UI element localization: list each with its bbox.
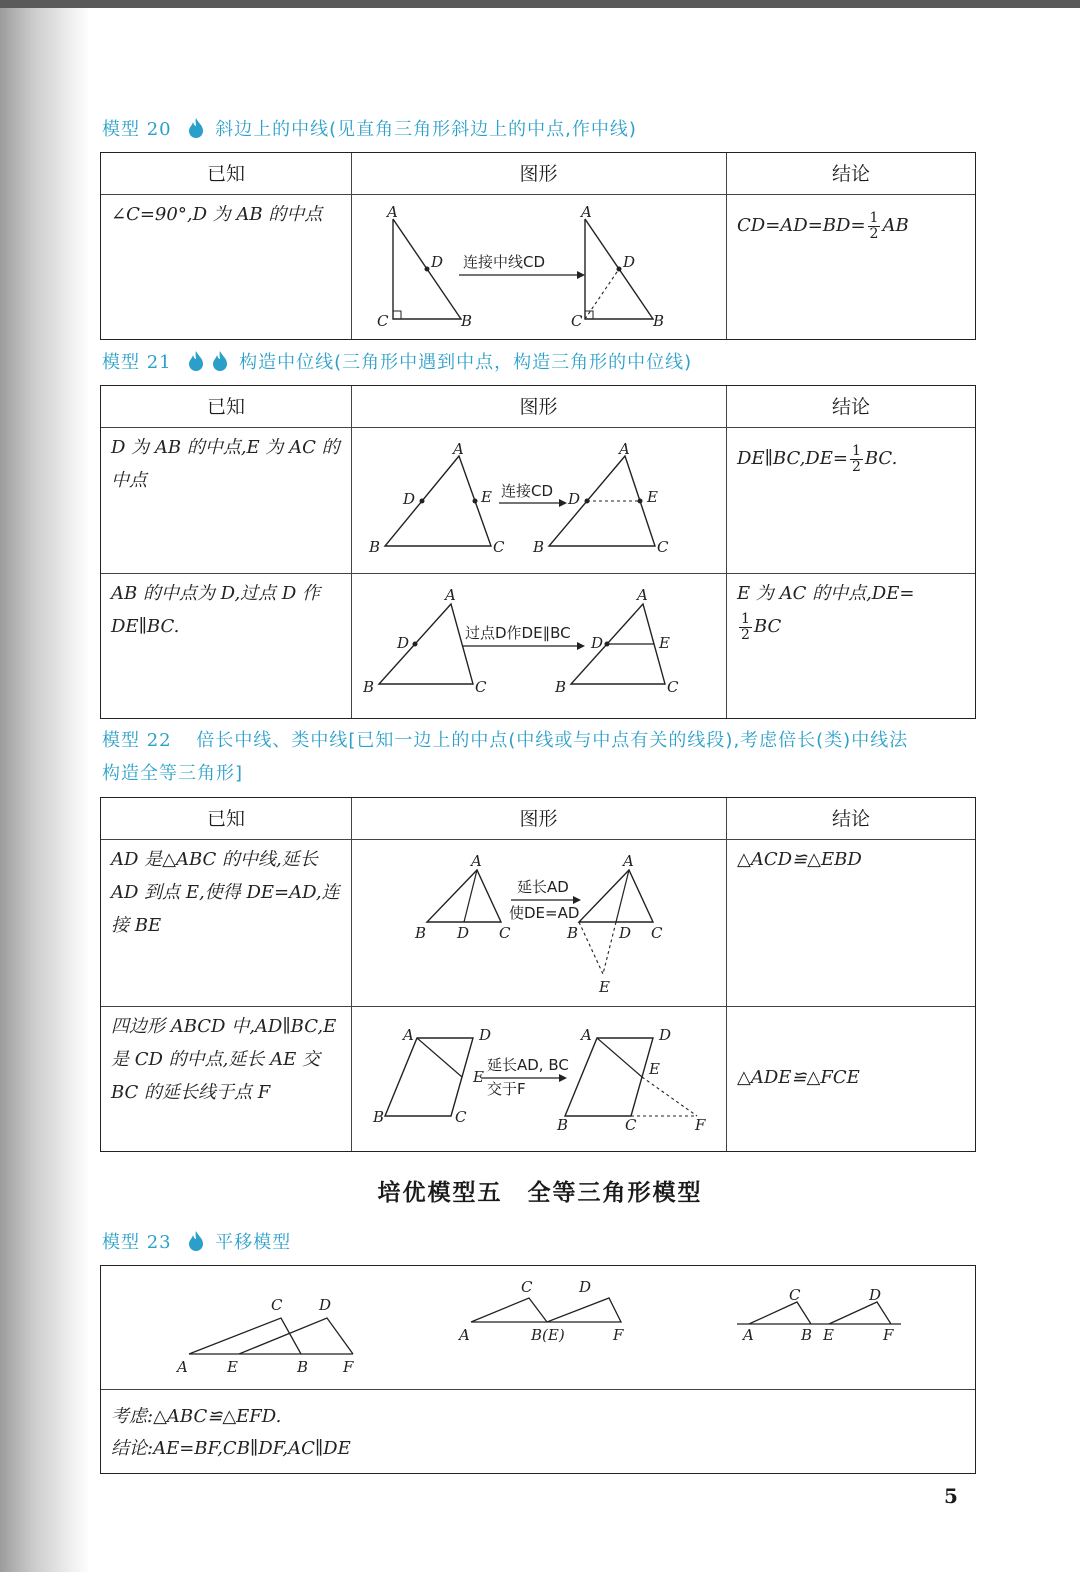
svg-text:A: A bbox=[623, 852, 634, 870]
col-known-header: 已知 bbox=[206, 163, 245, 185]
col-conclusion-header: 结论 bbox=[831, 163, 870, 185]
row1-conclusion-text: △ACD≌△EBD bbox=[737, 849, 862, 870]
svg-text:E: E bbox=[649, 1060, 660, 1078]
svg-text:F: F bbox=[883, 1326, 894, 1344]
svg-text:D: D bbox=[431, 253, 444, 271]
svg-text:D: D bbox=[568, 490, 581, 508]
svg-text:A: A bbox=[743, 1326, 754, 1344]
svg-text:E: E bbox=[227, 1358, 238, 1376]
svg-text:A: A bbox=[177, 1358, 188, 1376]
svg-text:B: B bbox=[555, 678, 567, 696]
svg-text:D: D bbox=[591, 634, 604, 652]
svg-text:A: A bbox=[387, 203, 398, 221]
svg-text:D: D bbox=[403, 490, 416, 508]
svg-text:D: D bbox=[457, 924, 470, 942]
col-conclusion-header: 结论 bbox=[831, 808, 870, 830]
row1-known-text: D 为 AB 的中点,E 为 AC 的中点 bbox=[111, 437, 340, 491]
svg-text:F: F bbox=[613, 1326, 624, 1344]
svg-text:A: A bbox=[403, 1026, 414, 1044]
row2-known-text: AB 的中点为 D,过点 D 作 DE∥BC. bbox=[111, 583, 321, 637]
model-label: 模型 bbox=[102, 352, 140, 373]
svg-text:C: C bbox=[455, 1108, 467, 1126]
double-median-figure bbox=[401, 848, 681, 998]
model-title: 斜边上的中线(见直角三角形斜边上的中点,作中线) bbox=[215, 119, 637, 140]
svg-text:C: C bbox=[651, 924, 663, 942]
svg-text:B: B bbox=[557, 1116, 569, 1134]
model-label: 模型 bbox=[102, 1232, 140, 1253]
col-figure-header: 图形 bbox=[519, 808, 558, 830]
svg-text:连接中线CD: 连接中线CD bbox=[463, 253, 546, 271]
svg-text:交于F: 交于F bbox=[487, 1080, 526, 1098]
svg-text:A: A bbox=[637, 586, 648, 604]
model-23-table bbox=[100, 1265, 976, 1474]
svg-text:延长AD, BC: 延长AD, BC bbox=[487, 1056, 569, 1074]
svg-text:E: E bbox=[647, 488, 658, 506]
svg-text:E: E bbox=[481, 488, 492, 506]
col-figure-header: 图形 bbox=[519, 163, 558, 185]
svg-text:D: D bbox=[623, 253, 636, 271]
model-21-table bbox=[100, 385, 976, 719]
row1-known-text: AD 是△ABC 的中线,延长 AD 到点 E,使得 DE=AD,连接 BE bbox=[111, 849, 340, 936]
svg-text:D: D bbox=[319, 1296, 332, 1314]
svg-text:E: E bbox=[659, 634, 670, 652]
svg-text:C: C bbox=[499, 924, 511, 942]
row2-conclusion-text: △ADE≌△FCE bbox=[737, 1067, 860, 1088]
svg-text:D: D bbox=[619, 924, 632, 942]
flame-icon bbox=[187, 350, 205, 372]
flame-icon bbox=[187, 117, 205, 139]
svg-text:E: E bbox=[823, 1326, 834, 1344]
model-number: 22 bbox=[146, 730, 172, 751]
model-title-line2: 构造全等三角形] bbox=[102, 763, 244, 784]
trapezoid-extension-figure bbox=[363, 1018, 713, 1144]
section-title: 培优模型五 全等三角形模型 bbox=[377, 1180, 703, 1206]
midline-hypotenuse-figure bbox=[363, 201, 713, 335]
svg-text:C: C bbox=[657, 538, 669, 556]
model-20-heading bbox=[102, 117, 637, 142]
model-22-table bbox=[100, 797, 976, 1152]
model-20-table bbox=[100, 152, 976, 340]
svg-text:C: C bbox=[377, 312, 389, 330]
svg-text:B: B bbox=[415, 924, 427, 942]
svg-text:C: C bbox=[493, 538, 505, 556]
model-number: 20 bbox=[146, 119, 172, 140]
svg-text:B: B bbox=[297, 1358, 309, 1376]
svg-text:B(E): B(E) bbox=[531, 1326, 565, 1344]
row2-known-text: 四边形 ABCD 中,AD∥BC,E 是 CD 的中点,延长 AE 交 BC 的延长线于点 F bbox=[111, 1016, 337, 1103]
svg-text:D: D bbox=[579, 1278, 592, 1296]
model-title: 平移模型 bbox=[215, 1232, 292, 1253]
svg-text:A: A bbox=[619, 440, 630, 458]
consider-text: 考虑:△ABC≌△EFD. bbox=[111, 1406, 282, 1427]
translation-model-figures bbox=[101, 1266, 973, 1388]
conclusion-text: 结论:AE=BF,CB∥DF,AC∥DE bbox=[111, 1438, 351, 1459]
svg-text:使DE=AD: 使DE=AD bbox=[509, 904, 580, 922]
model-title: 构造中位线(三角形中遇到中点，构造三角形的中位线) bbox=[239, 352, 693, 373]
svg-text:B: B bbox=[533, 538, 545, 556]
page-number: 5 bbox=[944, 1484, 958, 1508]
midsegment-figure-1 bbox=[363, 436, 713, 566]
svg-text:过点D作DE∥BC: 过点D作DE∥BC bbox=[465, 624, 571, 642]
svg-text:A: A bbox=[453, 440, 464, 458]
col-conclusion-header: 结论 bbox=[831, 396, 870, 418]
midsegment-figure-2 bbox=[363, 580, 713, 710]
row1-conclusion-text: DE∥BC,DE= $\frac{1}{2}$ BC. bbox=[737, 442, 898, 475]
svg-text:A: A bbox=[581, 203, 592, 221]
model-label: 模型 bbox=[102, 119, 140, 140]
model-23-heading bbox=[102, 1230, 291, 1255]
svg-text:D: D bbox=[479, 1026, 492, 1044]
svg-text:F: F bbox=[343, 1358, 354, 1376]
col-known-header: 已知 bbox=[206, 396, 245, 418]
svg-text:C: C bbox=[625, 1116, 637, 1134]
svg-text:A: A bbox=[445, 586, 456, 604]
model-21-heading bbox=[102, 350, 692, 375]
svg-text:C: C bbox=[571, 312, 583, 330]
model-22-heading-line2 bbox=[102, 762, 243, 786]
model-22-heading bbox=[102, 729, 908, 753]
col-known-header: 已知 bbox=[206, 808, 245, 830]
svg-text:C: C bbox=[271, 1296, 283, 1314]
row2-conclusion-text: E 为 AC 的中点,DE= $\frac{1}{2}$ BC bbox=[737, 583, 915, 643]
svg-text:A: A bbox=[471, 852, 482, 870]
svg-text:B: B bbox=[373, 1108, 385, 1126]
conclusion-text: CD=AD=BD= $\frac{1}{2}$ AB bbox=[737, 209, 909, 242]
model-label: 模型 bbox=[102, 730, 140, 751]
scan-left-shadow bbox=[0, 8, 90, 1572]
svg-text:连接CD: 连接CD bbox=[501, 482, 554, 500]
model-title-line1: 倍长中线、类中线[已知一边上的中点(中线或与中点有关的线段),考虑倍长(类)中线法 bbox=[196, 730, 909, 751]
scan-top-edge bbox=[0, 0, 1080, 8]
svg-text:D: D bbox=[397, 634, 410, 652]
svg-text:延长AD: 延长AD bbox=[517, 878, 569, 896]
svg-text:A: A bbox=[459, 1326, 470, 1344]
svg-text:F: F bbox=[695, 1116, 706, 1134]
known-text: ∠C=90°,D 为 AB 的中点 bbox=[111, 204, 323, 225]
svg-text:C: C bbox=[475, 678, 487, 696]
flame-icon bbox=[211, 350, 229, 372]
svg-text:C: C bbox=[789, 1286, 801, 1304]
flame-icon bbox=[187, 1230, 205, 1252]
model-number: 21 bbox=[146, 352, 172, 373]
svg-text:B: B bbox=[801, 1326, 813, 1344]
svg-text:E: E bbox=[599, 978, 610, 996]
svg-text:B: B bbox=[653, 312, 665, 330]
svg-text:C: C bbox=[521, 1278, 533, 1296]
svg-text:B: B bbox=[567, 924, 579, 942]
svg-text:B: B bbox=[369, 538, 381, 556]
col-figure-header: 图形 bbox=[519, 396, 558, 418]
svg-text:A: A bbox=[581, 1026, 592, 1044]
svg-text:B: B bbox=[363, 678, 375, 696]
svg-text:C: C bbox=[667, 678, 679, 696]
svg-text:D: D bbox=[659, 1026, 672, 1044]
svg-text:B: B bbox=[461, 312, 473, 330]
svg-text:D: D bbox=[869, 1286, 882, 1304]
svg-text:E: E bbox=[473, 1068, 484, 1086]
model-number: 23 bbox=[146, 1232, 172, 1253]
